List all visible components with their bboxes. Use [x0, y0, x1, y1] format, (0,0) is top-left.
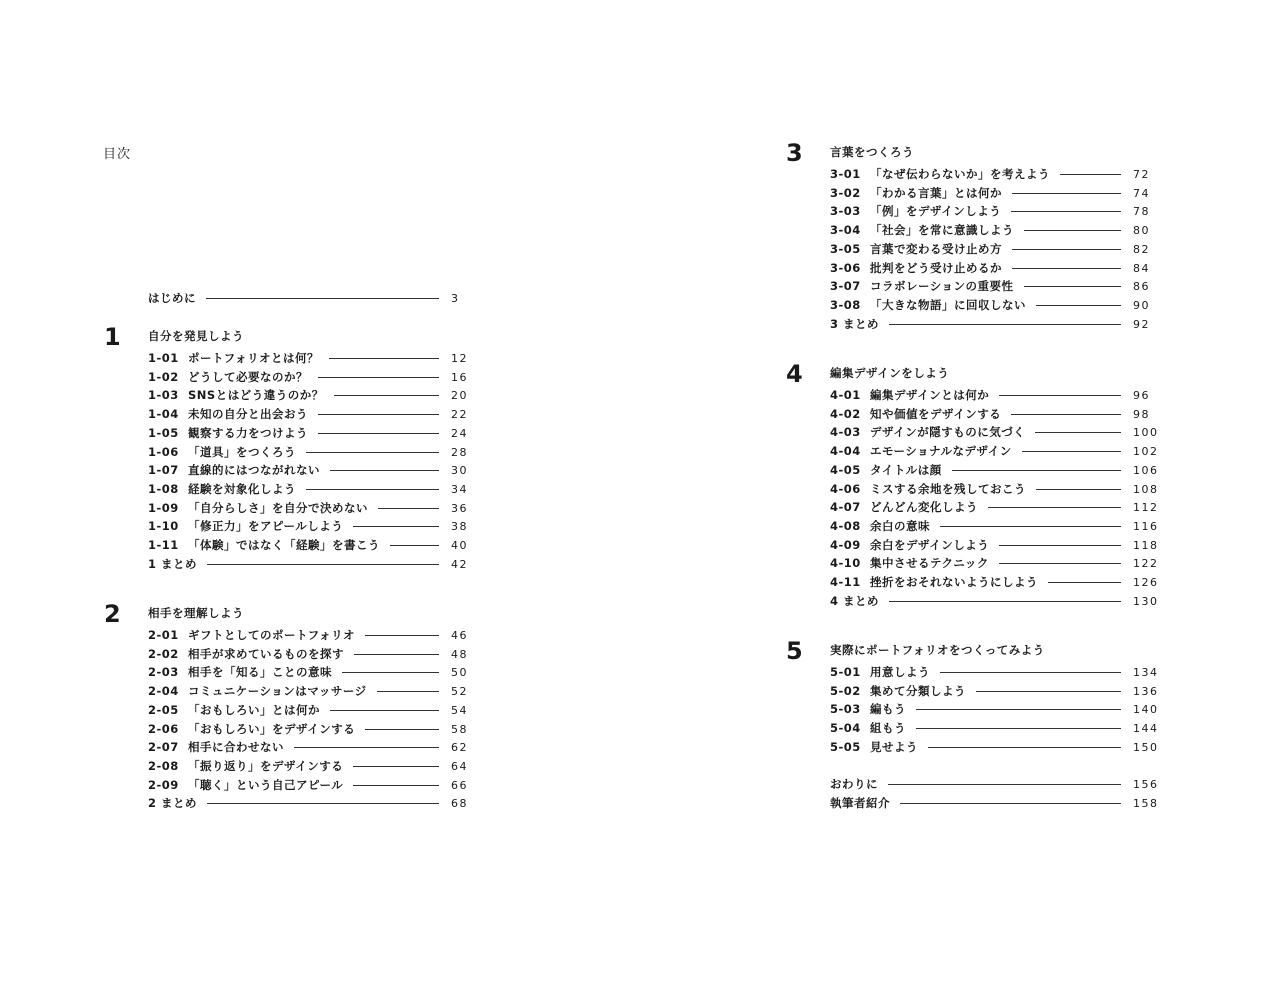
toc-title: 目次	[103, 147, 132, 162]
page-number: 36	[451, 501, 468, 515]
entry-label: ポートフォリオとは何？	[188, 351, 319, 365]
entry-number: 2-08	[148, 758, 179, 773]
toc-entry[interactable]	[148, 758, 479, 776]
entry-label: 「社会」を常に意識しよう	[870, 223, 1014, 238]
page-number: 118	[1133, 538, 1159, 552]
entry-label: 「聴く」という自己アピール	[188, 777, 344, 792]
entry-label: 「大きな物語」に回収しない	[870, 297, 1026, 312]
back-matter-entry[interactable]	[830, 795, 1161, 813]
toc-entry[interactable]	[830, 574, 1161, 592]
leader-line	[999, 395, 1121, 396]
page-number: 122	[1133, 557, 1159, 571]
leader-line	[306, 489, 439, 490]
toc-entry[interactable]	[830, 499, 1161, 517]
leader-line	[1012, 249, 1121, 250]
page-number: 150	[1133, 740, 1159, 754]
entry-label: 余白の意味	[870, 518, 930, 533]
entry-label: デザインが隠すものに気づく	[870, 425, 1026, 440]
entry-number: 5-02	[830, 683, 861, 698]
page-number: 52	[451, 685, 468, 699]
leader-line	[207, 564, 439, 565]
entry-number: 3-08	[830, 297, 861, 312]
page-number: 90	[1133, 298, 1150, 312]
entry-number: 4-07	[830, 500, 861, 515]
entry-number: 5-01	[830, 665, 861, 679]
chapter-summary-entry[interactable]	[148, 795, 479, 813]
page-number: 72	[1133, 168, 1150, 181]
entry-number: 3-04	[830, 223, 861, 238]
page-number: 112	[1133, 501, 1159, 515]
entry-number: 5-05	[830, 739, 861, 754]
leader-line	[916, 728, 1121, 729]
page-number: 54	[451, 703, 468, 717]
toc-entry[interactable]	[148, 444, 479, 462]
entry-number: 3-02	[830, 185, 861, 200]
leader-line	[940, 526, 1121, 527]
page-number: 28	[451, 445, 468, 459]
entry-label: 「わかる言葉」とは何か	[870, 185, 1002, 200]
toc-entry[interactable]	[830, 537, 1161, 555]
page-number: 68	[451, 797, 468, 811]
entry-number: 4-09	[830, 537, 861, 552]
entry-label: 未知の自分と出会おう	[188, 407, 308, 422]
entry-number: 2-03	[148, 665, 179, 680]
page-number: 102	[1133, 445, 1159, 459]
page-number: 46	[451, 629, 468, 642]
leader-line	[1024, 230, 1121, 231]
toc-entry[interactable]	[148, 425, 479, 443]
leader-line	[354, 654, 439, 655]
page-number: 30	[451, 464, 468, 478]
toc-entry[interactable]	[830, 664, 1161, 682]
toc-entry[interactable]	[830, 720, 1161, 738]
entry-number: 1-02	[148, 369, 179, 384]
entry-number: 2-02	[148, 646, 179, 661]
entry-label: 「自分らしさ」を自分で決めない	[188, 500, 368, 515]
toc-entry[interactable]	[830, 241, 1161, 259]
toc-entry[interactable]	[830, 406, 1161, 424]
entry-label: コラボレーションの重要性	[870, 279, 1014, 294]
entry-number: 1-06	[148, 444, 179, 459]
entry-label: タイトルは顔	[870, 462, 942, 477]
page-number: 144	[1133, 722, 1159, 736]
entry-label: ミスする余地を残しておこう	[870, 481, 1026, 496]
leader-line	[1024, 286, 1121, 287]
leader-line	[353, 785, 439, 786]
chapter-title: 言葉をつくろう	[830, 145, 914, 159]
entry-number: 1-10	[148, 519, 179, 534]
leader-line	[928, 747, 1121, 748]
page-number: 96	[1133, 389, 1150, 402]
leader-line	[390, 545, 439, 546]
toc-entry[interactable]	[148, 406, 479, 424]
leader-line	[306, 452, 439, 453]
page-number: 50	[451, 666, 468, 680]
entry-label: 余白をデザインしよう	[870, 537, 990, 552]
entry-label: 相手に合わせない	[188, 740, 284, 755]
entry-label: 組もう	[870, 721, 906, 736]
page-number: 64	[451, 759, 468, 773]
page-number: 84	[1133, 261, 1150, 275]
entry-number: 4-03	[830, 425, 861, 440]
leader-line	[1022, 451, 1121, 452]
leader-line	[1011, 211, 1121, 212]
leader-line	[976, 691, 1121, 692]
toc-entry[interactable]	[830, 683, 1161, 701]
toc-entry[interactable]	[830, 387, 1161, 405]
leader-line	[916, 709, 1121, 710]
entry-label: 直線的にはつながれない	[188, 463, 320, 478]
entry-number: 1-07	[148, 463, 179, 478]
page-number: 82	[1133, 242, 1150, 256]
toc-entry[interactable]	[148, 518, 479, 536]
entry-number: 4-08	[830, 518, 861, 533]
leader-line	[207, 803, 439, 804]
entry-number: 4-01	[830, 388, 861, 402]
entry-number: 1-05	[148, 425, 179, 440]
entry-label: 編集デザインとは何か	[870, 388, 990, 402]
entry-label: 2 まとめ	[148, 796, 198, 811]
entry-number: 1-01	[148, 351, 179, 365]
toc-entry[interactable]	[148, 387, 479, 405]
toc-entry[interactable]	[830, 166, 1161, 184]
entry-number: 3-07	[830, 279, 861, 294]
entry-number: 1-03	[148, 388, 179, 403]
leader-line	[318, 433, 439, 434]
toc-entry[interactable]	[830, 203, 1161, 221]
page-number: 156	[1133, 778, 1159, 791]
leader-line	[999, 563, 1121, 564]
entry-label: SNSとはどう違うのか？	[188, 388, 324, 403]
leader-line	[353, 766, 439, 767]
toc-entry[interactable]	[148, 702, 479, 720]
page-number: 98	[1133, 407, 1150, 421]
entry-label: 「おもしろい」をデザインする	[188, 721, 356, 736]
entry-label: 4 まとめ	[830, 593, 880, 608]
leader-line	[353, 526, 439, 527]
page-number: 20	[451, 389, 468, 403]
chapter-title: 編集デザインをしよう	[830, 366, 950, 380]
entry-label: 相手を「知る」ことの意味	[188, 665, 332, 680]
entry-number: 3-03	[830, 204, 861, 219]
entry-number: 4-11	[830, 575, 861, 589]
entry-number: 2-04	[148, 684, 179, 699]
entry-label: エモーショナルなデザイン	[870, 444, 1012, 459]
page-number: 136	[1133, 684, 1159, 698]
leader-line	[318, 414, 439, 415]
leader-line	[952, 470, 1121, 471]
toc-entry[interactable]	[148, 646, 479, 664]
entry-number: 4-06	[830, 481, 861, 496]
chapter-number: 4	[786, 360, 803, 388]
page-number: 100	[1133, 426, 1159, 440]
leader-line	[330, 710, 439, 711]
entry-number: 4-04	[830, 444, 861, 459]
page-number: 40	[451, 539, 468, 552]
entry-label: 言葉で変わる受け止め方	[870, 241, 1002, 256]
toc-entry[interactable]	[830, 555, 1161, 573]
page-number: 48	[451, 647, 468, 661]
chapter-summary-entry[interactable]	[830, 593, 1161, 611]
chapter-title: 相手を理解しよう	[148, 606, 244, 620]
entry-number: 3-06	[830, 260, 861, 275]
toc-entry[interactable]	[148, 481, 479, 499]
leader-line	[1060, 174, 1121, 175]
entry-label: ギフトとしてのポートフォリオ	[188, 628, 355, 642]
entry-number: 4-10	[830, 556, 861, 571]
back-matter-entry[interactable]	[830, 776, 1161, 794]
chapter-summary-entry[interactable]	[830, 316, 1161, 334]
toc-entry[interactable]	[148, 350, 479, 368]
leader-line	[365, 635, 439, 636]
toc-entry[interactable]	[148, 777, 479, 795]
entry-label: 「体験」ではなく「経験」を書こう	[188, 538, 380, 552]
entry-number: 4-02	[830, 406, 861, 421]
entry-label: 用意しよう	[870, 665, 930, 679]
leader-line	[900, 803, 1121, 804]
page-number: 92	[1133, 317, 1150, 331]
leader-line	[329, 358, 439, 359]
entry-number: 2-05	[148, 702, 179, 717]
toc-entry[interactable]	[830, 424, 1161, 442]
entry-number: 1-08	[148, 481, 179, 496]
leader-line	[342, 672, 439, 673]
leader-line	[888, 784, 1121, 785]
entry-label: 1 まとめ	[148, 556, 198, 571]
entry-number: 1-04	[148, 407, 179, 422]
toc-entry[interactable]	[830, 260, 1161, 278]
toc-entry[interactable]	[148, 664, 479, 682]
chapter-number: 2	[104, 600, 121, 628]
chapter-number: 3	[786, 139, 803, 167]
entry-number: 5-03	[830, 702, 861, 717]
page-number: 42	[451, 557, 468, 571]
page-number: 130	[1133, 594, 1159, 608]
page-number: 134	[1133, 666, 1159, 679]
page-number: 140	[1133, 703, 1159, 717]
entry-label: 「振り返り」をデザインする	[188, 758, 344, 773]
entry-label: 集中させるテクニック	[870, 556, 989, 571]
page-number: 126	[1133, 576, 1159, 589]
entry-label: 「おもしろい」とは何か	[188, 702, 320, 717]
page-number: 74	[1133, 186, 1150, 200]
toc-entry[interactable]	[830, 297, 1161, 315]
entry-label: 知や価値をデザインする	[870, 406, 1002, 421]
entry-label: 編もう	[870, 702, 906, 717]
entry-label: おわりに	[830, 777, 878, 791]
entry-label: 相手が求めているものを探す	[188, 646, 344, 661]
chapter-title: 実際にポートフォリオをつくってみよう	[830, 643, 1045, 657]
page-number: 34	[451, 482, 468, 496]
entry-number: 2-09	[148, 777, 179, 792]
toc-entry[interactable]	[830, 481, 1161, 499]
entry-label: 「なぜ伝わらないか」を考えよう	[870, 167, 1050, 181]
leader-line	[318, 377, 439, 378]
toc-entry[interactable]	[148, 369, 479, 387]
entry-number: 2-07	[148, 740, 179, 755]
entry-label: はじめに	[148, 291, 196, 305]
leader-line	[1012, 268, 1121, 269]
chapter-number: 5	[786, 637, 803, 665]
entry-number: 2-01	[148, 628, 179, 642]
page-number: 66	[451, 778, 468, 792]
leader-line	[1036, 305, 1121, 306]
page-number: 158	[1133, 796, 1159, 810]
entry-label: 「修正力」をアピールしよう	[188, 519, 344, 534]
entry-label: 見せよう	[870, 739, 918, 754]
leader-line	[294, 747, 439, 748]
page-number: 24	[451, 426, 468, 440]
entry-label: コミュニケーションはマッサージ	[188, 684, 367, 699]
leader-line	[999, 545, 1121, 546]
entry-label: 挫折をおそれないようにしよう	[870, 575, 1038, 589]
entry-label: 批判をどう受け止めるか	[870, 260, 1002, 275]
entry-number: 5-04	[830, 721, 861, 736]
chapter-number: 1	[104, 323, 121, 351]
entry-label: 経験を対象化しよう	[188, 481, 296, 496]
leader-line	[377, 691, 439, 692]
page-number: 16	[451, 370, 468, 384]
leader-line	[378, 508, 439, 509]
toc-entry[interactable]	[148, 683, 479, 701]
entry-number: 1-09	[148, 500, 179, 515]
page-number: 22	[451, 408, 468, 422]
page-number: 78	[1133, 205, 1150, 219]
intro-entry[interactable]	[148, 290, 479, 308]
leader-line	[1012, 193, 1121, 194]
leader-line	[334, 395, 439, 396]
toc-entry[interactable]	[830, 443, 1161, 461]
leader-line	[365, 729, 439, 730]
entry-number: 3-05	[830, 241, 861, 256]
toc-entry[interactable]	[148, 627, 479, 645]
leader-line	[1035, 432, 1121, 433]
page-number: 116	[1133, 519, 1159, 533]
leader-line	[988, 507, 1121, 508]
toc-entry[interactable]	[830, 222, 1161, 240]
entry-number: 1-11	[148, 538, 179, 552]
chapter-summary-entry[interactable]	[148, 556, 479, 574]
entry-label: 「道具」をつくろう	[188, 444, 296, 459]
leader-line	[206, 298, 439, 299]
page-number: 62	[451, 741, 468, 755]
entry-label: 3 まとめ	[830, 316, 880, 331]
toc-entry[interactable]	[830, 278, 1161, 296]
toc-entry[interactable]	[148, 462, 479, 480]
entry-number: 2-06	[148, 721, 179, 736]
page-number: 80	[1133, 224, 1150, 238]
toc-entry[interactable]	[148, 739, 479, 757]
toc-entry[interactable]	[830, 701, 1161, 719]
entry-label: 執筆者紹介	[830, 795, 890, 810]
page-number: 3	[451, 292, 460, 305]
leader-line	[330, 470, 439, 471]
leader-line	[1048, 582, 1121, 583]
toc-entry[interactable]	[830, 739, 1161, 757]
leader-line	[940, 672, 1121, 673]
entry-label: どんどん変化しよう	[870, 500, 978, 515]
entry-number: 3-01	[830, 167, 861, 181]
toc-entry[interactable]	[148, 500, 479, 518]
toc-entry[interactable]	[830, 185, 1161, 203]
page-number: 12	[451, 352, 468, 365]
leader-line	[1036, 489, 1121, 490]
toc-entry[interactable]	[148, 537, 479, 555]
entry-number: 4-05	[830, 462, 861, 477]
toc-entry[interactable]	[830, 518, 1161, 536]
leader-line	[889, 601, 1121, 602]
page-number: 58	[451, 722, 468, 736]
leader-line	[889, 324, 1121, 325]
entry-label: どうして必要なのか？	[188, 369, 308, 384]
toc-entry[interactable]	[148, 721, 479, 739]
toc-entry[interactable]	[830, 462, 1161, 480]
entry-label: 観察する力をつけよう	[188, 425, 308, 440]
leader-line	[1011, 414, 1121, 415]
chapter-title: 自分を発見しよう	[148, 329, 244, 343]
page-number: 86	[1133, 280, 1150, 294]
page-number: 106	[1133, 463, 1159, 477]
page-number: 38	[451, 520, 468, 534]
entry-label: 集めて分類しよう	[870, 683, 966, 698]
page-number: 108	[1133, 482, 1159, 496]
entry-label: 「例」をデザインしよう	[870, 204, 1002, 219]
